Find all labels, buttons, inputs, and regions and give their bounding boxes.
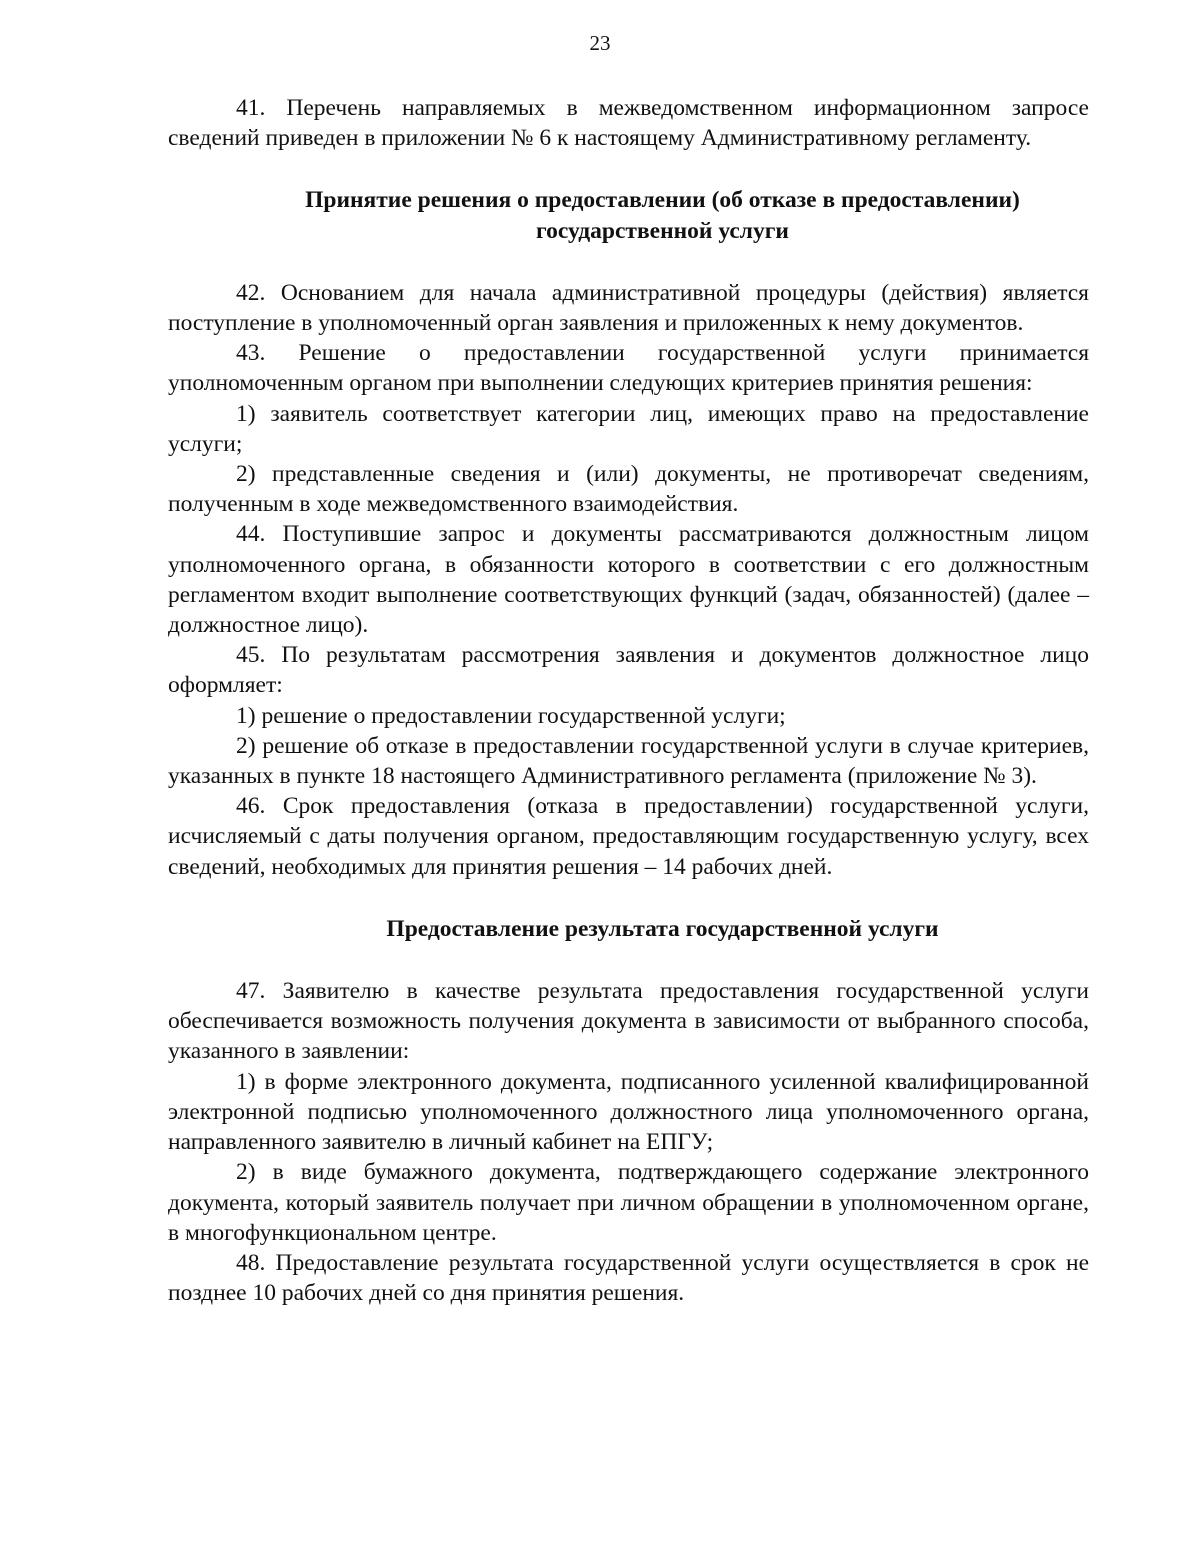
- paragraph-45-item-1: 1) решение о предоставлении государственной услуги;: [236, 702, 786, 729]
- section-heading-result: [168, 914, 1089, 944]
- paragraph-43-item-2: 2) представленные сведения и (или) документы, не противоречат сведениям, полученным в ходе межведомственного взаимодействия.: [168, 461, 1089, 518]
- paragraph-46: 46. Срок предоставления (отказа в предоставлении) государственной услуги, исчисляемый с даты получения органом, предоставляющим государственную услугу, всех сведений, необходимых для принятия решения – 14 рабочих дней.: [168, 793, 1089, 880]
- paragraph-47-item-1: 1) в форме электронного документа, подписанного усиленной квалифицированной электронной подписью уполномоченного должностного лица уполномоченного органа, направленного заявителю в личный кабинет на ЕПГУ;: [168, 1068, 1089, 1156]
- paragraph-45: 45. По результатам рассмотрения заявления и документов должностное лицо оформляет:: [168, 642, 1089, 699]
- paragraph-43-item-1: 1) заявитель соответствует категории лиц, имеющих право на предоставление услуги;: [168, 400, 1089, 457]
- paragraph-48: 48. Предоставление результата государственной услуги осуществляется в срок не позднее 10 рабочих дней со дня принятия решения.: [168, 1249, 1089, 1307]
- document-body: [168, 93, 1089, 1308]
- paragraph-45-item-2: 2) решение об отказе в предоставлении государственной услуги в случае критериев, указанных в пункте 18 настоящего Административного регламента (приложение № 3).: [168, 732, 1089, 790]
- paragraph-47-item-2: 2) в виде бумажного документа, подтверждающего содержание электронного документа, который заявитель получает при личном обращении в уполномоченном органе, в многофункциональном центре.: [168, 1159, 1089, 1246]
- heading-line: Принятие решения о предоставлении (об отказе в предоставлении): [305, 187, 1020, 214]
- paragraph-47: 47. Заявителю в качестве результата предоставления государственной услуги обеспечивается возможность получения документа в зависимости от выбранного способа, указанного в заявлении:: [168, 978, 1089, 1065]
- heading-line: Предоставление результата государственной услуги: [386, 915, 939, 942]
- paragraph-41: 41. Перечень направляемых в межведомственном информационном запросе сведений приведен в приложении № 6 к настоящему Административному регламенту.: [168, 95, 1089, 152]
- section-heading-decision: [168, 185, 1089, 245]
- heading-line: государственной услуги: [536, 217, 789, 244]
- page-number: 23: [589, 31, 611, 55]
- paragraph-43: 43. Решение о предоставлении государственной услуги принимается уполномоченным органом при выполнении следующих критериев принятия решения:: [168, 340, 1089, 397]
- paragraph-44: 44. Поступившие запрос и документы рассматриваются должностным лицом уполномоченного органа, в обязанности которого в соответствии с его должностным регламентом входит выполнение соответствующих функций (задач, обязанностей) (далее – должностное лицо).: [168, 521, 1089, 639]
- paragraph-42: 42. Основанием для начала административной процедуры (действия) является поступление в уполномоченный орган заявления и приложенных к нему документов.: [168, 279, 1089, 337]
